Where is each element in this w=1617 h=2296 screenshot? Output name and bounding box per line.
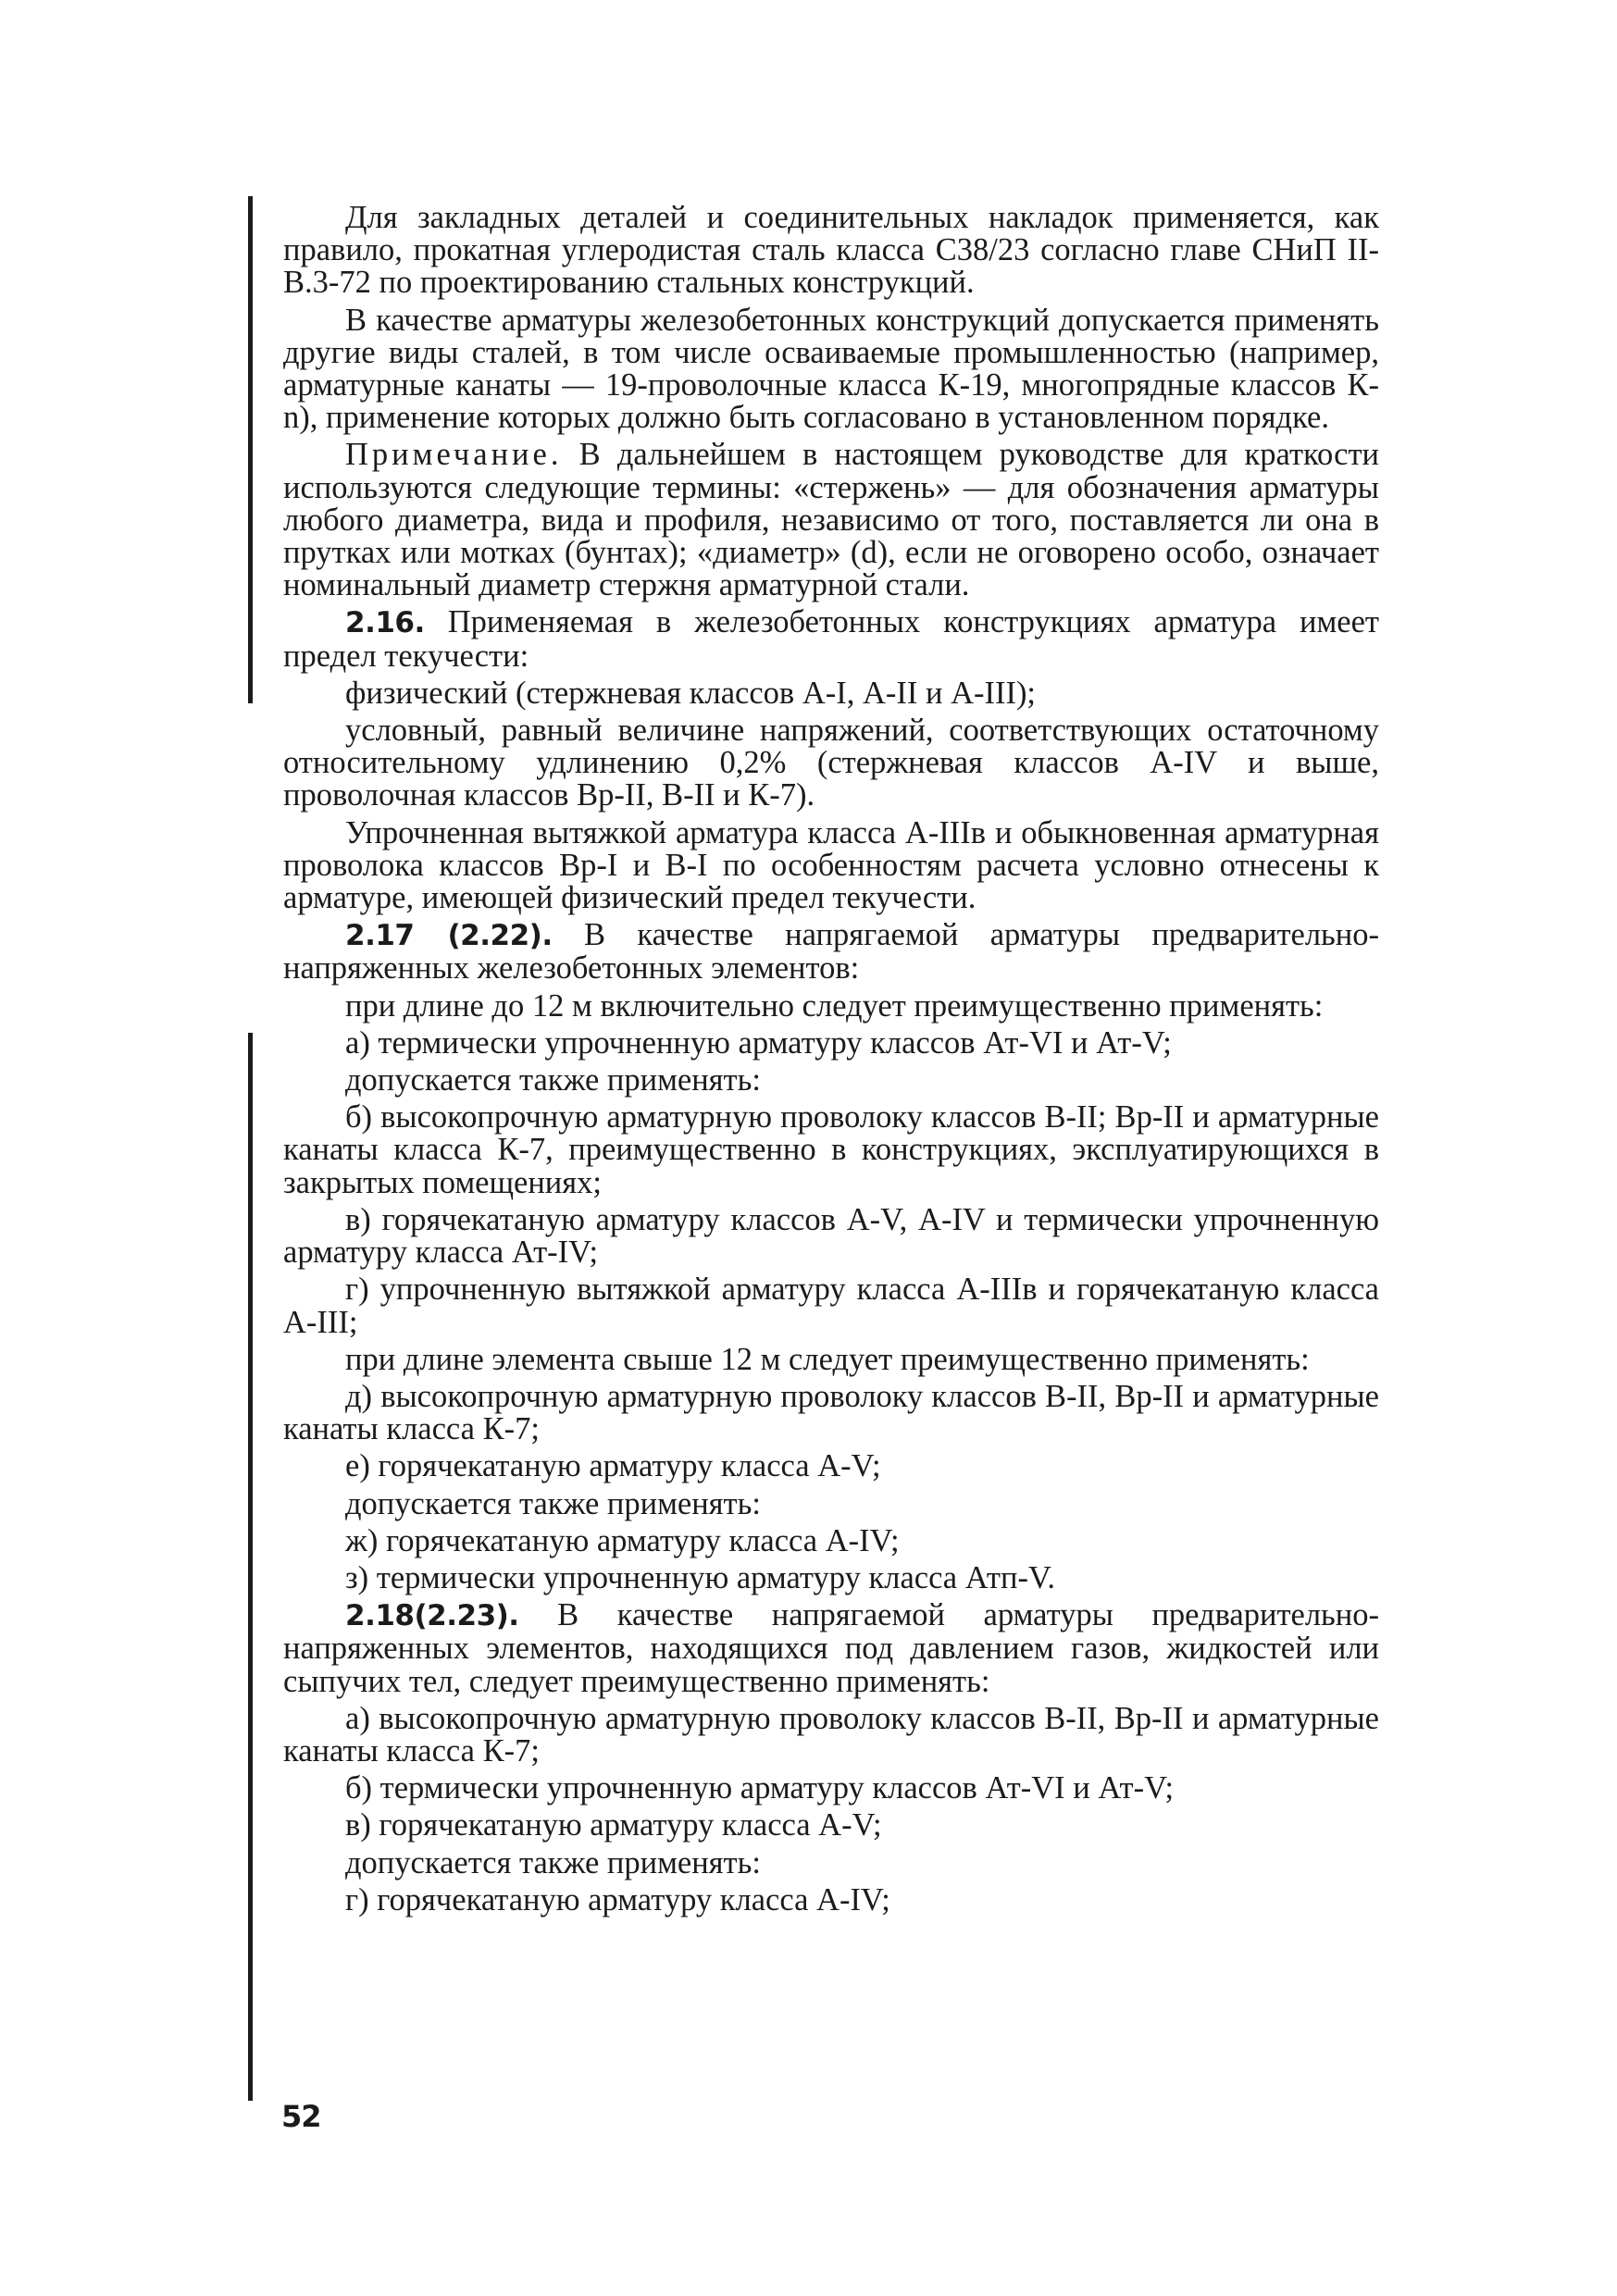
paragraph: допускается также применять: (345, 1062, 761, 1098)
margin-change-bar (248, 196, 253, 703)
paragraph: допускается также применять: (345, 1485, 761, 1521)
paragraph (283, 919, 1379, 985)
clause-number: 2.16. (345, 606, 425, 640)
paragraph: Упрочненная вытяжкой арматура класса А-IIIв и обыкновенная арматурная проволока классов Вр-I и В-I по особенностям расчета условно отнесены к арматуре, имеющей физический предел текучести. (283, 814, 1379, 916)
list-item: б) высокопрочную арматурную проволоку классов В-II; Вр-II и арматурные канаты класса К-7, преимущественно в конструкциях, эксплуатирующихся в закрытых помещениях; (283, 1099, 1379, 1200)
paragraph: Для закладных деталей и соединительных накладок применяется, как правило, прокатная углеродистая сталь класса С38/23 согласно главе СНиП II-В.3-72 по проектированию стальных конструкций. (283, 200, 1379, 301)
paragraph: при длине до 12 м включительно следует преимущественно применять: (345, 987, 1324, 1024)
paragraph: допускается также применять: (345, 1844, 761, 1880)
paragraph-text: В качестве напрягаемой арматуры предварительно-напряженных железобетонных элементов: (283, 917, 1379, 987)
paragraph: физический (стержневая классов А-I, А-II и А-III); (345, 675, 1037, 711)
list-item: е) горячекатаную арматуру класса А-V; (345, 1448, 881, 1484)
list-item: з) термически упрочненную арматуру класса Атп-V. (345, 1559, 1056, 1595)
list-item: а) термически упрочненную арматуру классов Ат-VI и Ат-V; (345, 1024, 1172, 1061)
list-item: г) горячекатаную арматуру класса А-IV; (345, 1881, 890, 1917)
paragraph-text: Применяемая в железобетонных конструкциях арматура имеет предел текучести: (283, 604, 1379, 674)
list-item: а) высокопрочную арматурную проволоку классов В-II, Вр-II и арматурные канаты класса К-7; (283, 1700, 1379, 1769)
note-paragraph (283, 439, 1379, 602)
list-item: б) термически упрочненную арматуру классов Ат-VI и Ат-V; (345, 1770, 1175, 1806)
page-number: 52 (281, 2099, 321, 2134)
paragraph: условный, равный величине напряжений, соответствующих остаточному относительному удлинению 0,2% (стержневая классов А-IV и выше, проволочная классов Вр-II, В-II и К-7). (283, 713, 1379, 813)
paragraph: при длине элемента свыше 12 м следует преимущественно применять: (345, 1341, 1310, 1377)
clause-number: 2.17 (2.22). (345, 919, 553, 953)
paragraph (283, 1599, 1379, 1698)
list-item: в) горячекатаную арматуру классов А-V, А-IV и термически упрочненную арматуру класса Ат-IV; (283, 1201, 1379, 1271)
list-item: г) упрочненную вытяжкой арматуру класса А-IIIв и горячекатаную класса А-III; (283, 1272, 1379, 1340)
list-item: д) высокопрочную арматурную проволоку классов В-II, Вр-II и арматурные канаты класса К-7; (283, 1378, 1379, 1447)
list-item: в) горячекатаную арматуру класса А-V; (345, 1807, 882, 1843)
note-label: Примечание. (345, 437, 563, 473)
list-item: ж) горячекатаную арматуру класса А-IV; (345, 1522, 900, 1558)
margin-change-bar (248, 1033, 253, 2101)
paragraph-text: В дальнейшем в настоящем руководстве для краткости используются следующие термины: «стержень» — для обозначения арматуры любого диаметра, вида и профиля, независимо от того, поставляется ли она в прутках или мотках (бунтах); «диаметр» (d), если не оговорено особо, означает номинальный диаметр стержня арматурной стали. (283, 437, 1379, 603)
paragraph (283, 606, 1379, 672)
paragraph-text: В качестве напрягаемой арматуры предварительно-напряженных элементов, находящихся под давлением газов, жидкостей или сыпучих тел, следует преимущественно применять: (283, 1597, 1379, 1699)
paragraph: В качестве арматуры железобетонных конструкций допускается применять другие виды сталей, в том числе осваиваемые промышленностью (например, арматурные канаты — 19-проволочные класса К-19, многопрядные классов К-n), применение которых должно быть согласовано в установленном порядке. (283, 302, 1379, 436)
clause-number: 2.18(2.23). (345, 1599, 519, 1633)
body-text (283, 202, 1379, 1921)
